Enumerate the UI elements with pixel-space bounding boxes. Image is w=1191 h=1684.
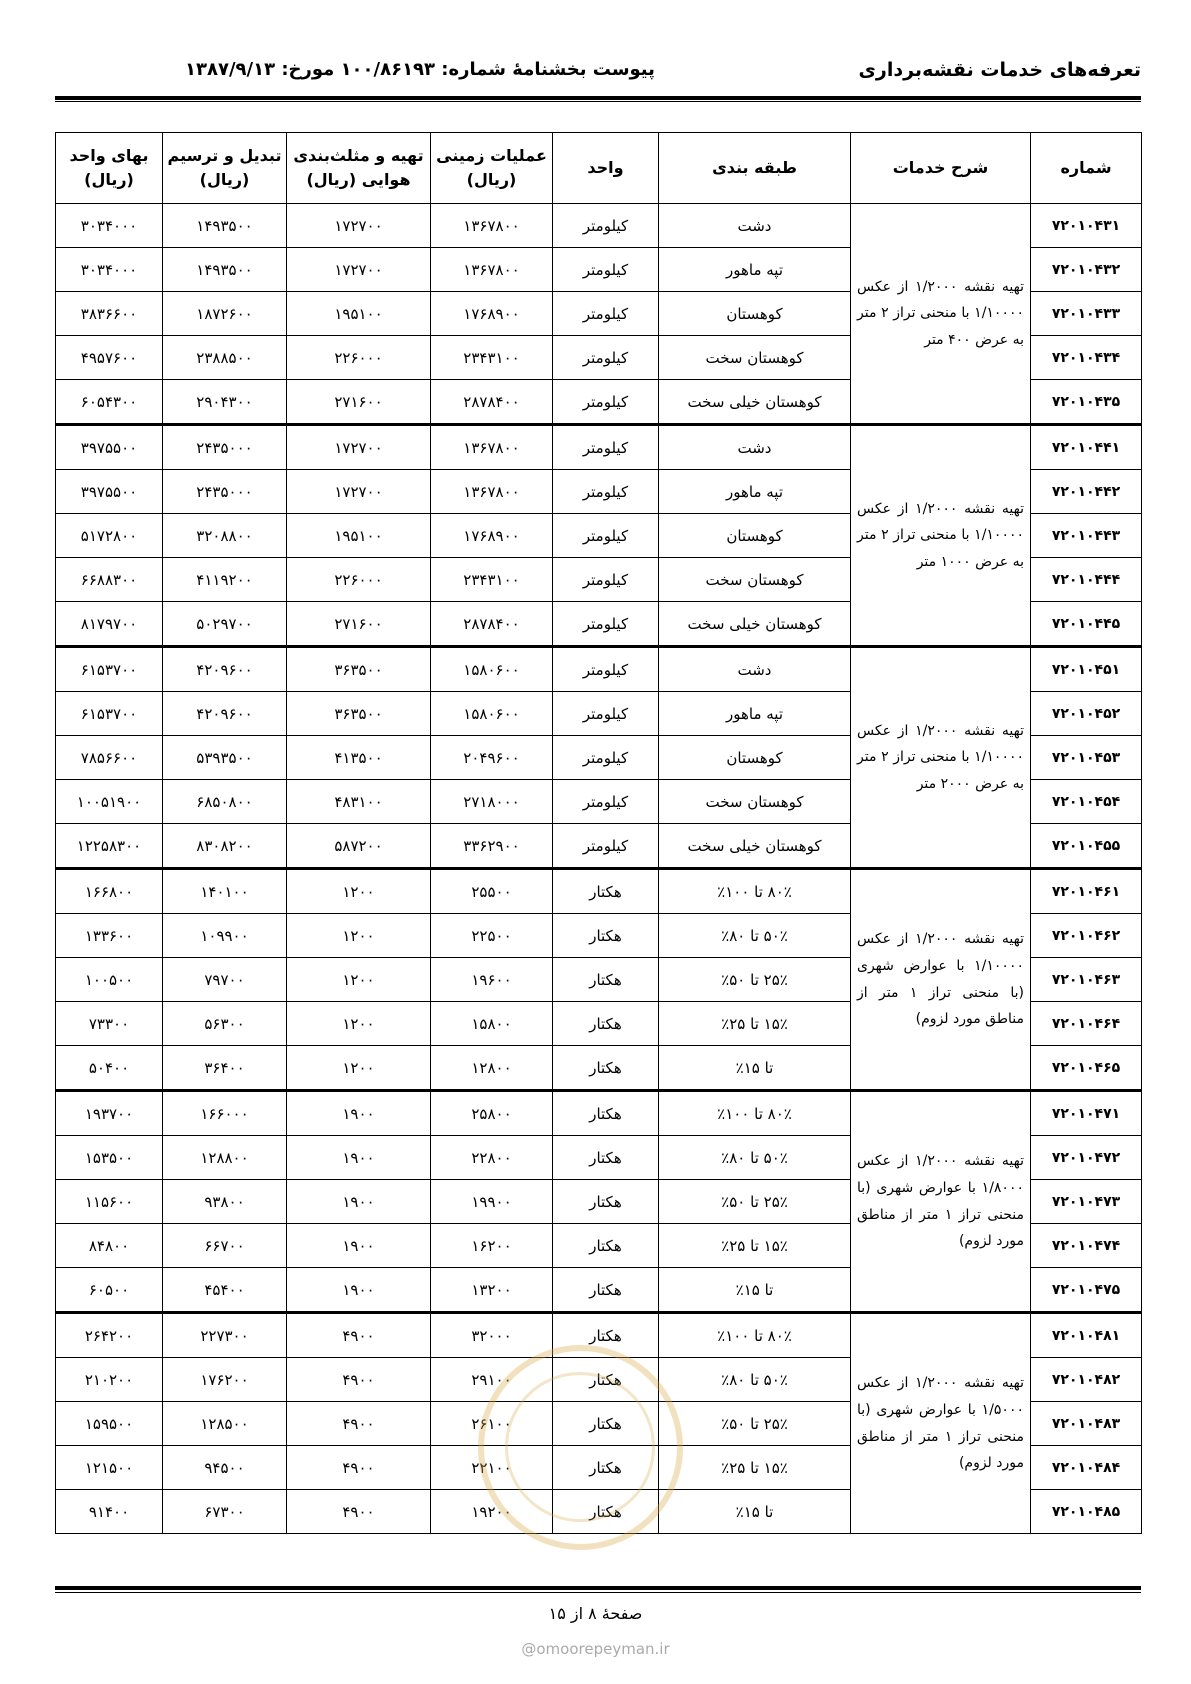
cell-class: ۱۵٪ تا ۲۵٪: [659, 1446, 851, 1490]
cell-price: ۸۴۸۰۰: [56, 1224, 163, 1268]
cell-class: تا ۱۵٪: [659, 1268, 851, 1313]
cell-unit: هکتار: [553, 1446, 659, 1490]
cell-class: دشت: [659, 425, 851, 470]
cell-price: ۱۲۱۵۰۰: [56, 1446, 163, 1490]
cell-draw: ۱۴۰۱۰۰: [163, 869, 287, 914]
cell-unit: هکتار: [553, 1402, 659, 1446]
cell-price: ۱۵۹۵۰۰: [56, 1402, 163, 1446]
cell-price: ۳۰۳۴۰۰۰: [56, 204, 163, 248]
cell-ground: ۲۷۱۸۰۰۰: [431, 780, 553, 824]
cell-ground: ۳۳۶۲۹۰۰: [431, 824, 553, 869]
cell-ground: ۱۵۸۰۰: [431, 1002, 553, 1046]
service-code: ۷۲۰۱۰۴۶۳: [1031, 958, 1142, 1002]
cell-unit: کیلومتر: [553, 204, 659, 248]
service-code: ۷۲۰۱۰۴۴۵: [1031, 602, 1142, 647]
cell-class: ۱۵٪ تا ۲۵٪: [659, 1224, 851, 1268]
cell-unit: هکتار: [553, 1268, 659, 1313]
cell-draw: ۱۰۹۹۰۰: [163, 914, 287, 958]
service-description: تهیه نقشه ۱/۲۰۰۰ از عکس ۱/۱۰۰۰۰ با عوارض شهری (با منحنی تراز ۱ متر از مناطق مورد لزوم): [851, 869, 1031, 1091]
cell-class: ۲۵٪ تا ۵۰٪: [659, 1180, 851, 1224]
cell-draw: ۶۸۵۰۸۰۰: [163, 780, 287, 824]
service-code: ۷۲۰۱۰۴۵۲: [1031, 692, 1142, 736]
service-code: ۷۲۰۱۰۴۳۲: [1031, 248, 1142, 292]
header-rule: [55, 96, 1141, 100]
cell-price: ۱۰۰۵۰۰: [56, 958, 163, 1002]
cell-aerial: ۱۲۰۰: [287, 958, 431, 1002]
cell-draw: ۱۷۶۲۰۰: [163, 1358, 287, 1402]
cell-draw: ۴۲۰۹۶۰۰: [163, 692, 287, 736]
cell-unit: کیلومتر: [553, 780, 659, 824]
cell-price: ۲۱۰۲۰۰: [56, 1358, 163, 1402]
cell-price: ۷۸۵۶۶۰۰: [56, 736, 163, 780]
cell-price: ۵۰۴۰۰: [56, 1046, 163, 1091]
cell-ground: ۱۳۲۰۰: [431, 1268, 553, 1313]
cell-price: ۵۱۷۲۸۰۰: [56, 514, 163, 558]
cell-aerial: ۴۱۳۵۰۰: [287, 736, 431, 780]
service-code: ۷۲۰۱۰۴۷۵: [1031, 1268, 1142, 1313]
cell-aerial: ۱۹۰۰: [287, 1268, 431, 1313]
cell-aerial: ۱۷۲۷۰۰: [287, 204, 431, 248]
cell-class: تپه ماهور: [659, 692, 851, 736]
column-header: واحد: [553, 133, 659, 204]
service-code: ۷۲۰۱۰۴۶۵: [1031, 1046, 1142, 1091]
cell-ground: ۲۸۷۸۴۰۰: [431, 602, 553, 647]
cell-unit: کیلومتر: [553, 514, 659, 558]
cell-ground: ۳۲۰۰۰: [431, 1313, 553, 1358]
cell-class: ۵۰٪ تا ۸۰٪: [659, 1136, 851, 1180]
cell-unit: کیلومتر: [553, 558, 659, 602]
cell-price: ۱۲۲۵۸۳۰۰: [56, 824, 163, 869]
header-rule-thin: [55, 101, 1141, 102]
service-description: تهیه نقشه ۱/۲۰۰۰ از عکس ۱/۱۰۰۰۰ با منحنی تراز ۲ متر به عرض ۴۰۰ متر: [851, 204, 1031, 425]
cell-aerial: ۴۹۰۰: [287, 1313, 431, 1358]
page-header: [55, 55, 1141, 95]
table-header-row: [56, 133, 1142, 204]
cell-draw: ۷۹۷۰۰: [163, 958, 287, 1002]
service-code: ۷۲۰۱۰۴۸۵: [1031, 1490, 1142, 1534]
cell-draw: ۴۱۱۹۲۰۰: [163, 558, 287, 602]
cell-aerial: ۱۹۰۰: [287, 1224, 431, 1268]
cell-aerial: ۱۷۲۷۰۰: [287, 425, 431, 470]
service-code: ۷۲۰۱۰۴۸۲: [1031, 1358, 1142, 1402]
cell-ground: ۲۲۱۰۰: [431, 1446, 553, 1490]
website-watermark: @omoorepeyman.ir: [521, 1640, 670, 1658]
cell-class: ۸۰٪ تا ۱۰۰٪: [659, 869, 851, 914]
cell-unit: کیلومتر: [553, 692, 659, 736]
cell-draw: ۴۲۰۹۶۰۰: [163, 647, 287, 692]
service-code: ۷۲۰۱۰۴۶۴: [1031, 1002, 1142, 1046]
cell-draw: ۱۲۸۵۰۰: [163, 1402, 287, 1446]
cell-unit: کیلومتر: [553, 470, 659, 514]
cell-aerial: ۱۲۰۰: [287, 869, 431, 914]
column-header: شرح خدمات: [851, 133, 1031, 204]
cell-draw: ۱۲۸۸۰۰: [163, 1136, 287, 1180]
cell-price: ۳۰۳۴۰۰۰: [56, 248, 163, 292]
cell-class: ۸۰٪ تا ۱۰۰٪: [659, 1313, 851, 1358]
tariff-table: [55, 132, 1142, 1534]
page-number: صفحهٔ ۸ از ۱۵: [548, 1604, 643, 1623]
service-description: تهیه نقشه ۱/۲۰۰۰ از عکس ۱/۵۰۰۰ با عوارض شهری (با منحنی تراز ۱ متر از مناطق مورد لزوم): [851, 1313, 1031, 1534]
watermark-stamp-inner: [505, 1372, 655, 1522]
service-description: تهیه نقشه ۱/۲۰۰۰ از عکس ۱/۱۰۰۰۰ با منحنی تراز ۲ متر به عرض ۱۰۰۰ متر: [851, 425, 1031, 647]
table-row: [56, 425, 1142, 470]
cell-price: ۳۸۳۶۶۰۰: [56, 292, 163, 336]
cell-unit: هکتار: [553, 914, 659, 958]
cell-draw: ۲۴۳۵۰۰۰: [163, 425, 287, 470]
cell-class: ۲۵٪ تا ۵۰٪: [659, 958, 851, 1002]
table-row: [56, 1091, 1142, 1136]
cell-class: تا ۱۵٪: [659, 1490, 851, 1534]
cell-ground: ۲۸۷۸۴۰۰: [431, 380, 553, 425]
cell-draw: ۳۲۰۸۸۰۰: [163, 514, 287, 558]
cell-class: ۵۰٪ تا ۸۰٪: [659, 914, 851, 958]
cell-class: کوهستان خیلی سخت: [659, 602, 851, 647]
cell-aerial: ۴۹۰۰: [287, 1446, 431, 1490]
cell-aerial: ۲۷۱۶۰۰: [287, 380, 431, 425]
cell-price: ۴۹۵۷۶۰۰: [56, 336, 163, 380]
cell-aerial: ۱۲۰۰: [287, 1002, 431, 1046]
service-code: ۷۲۰۱۰۴۸۱: [1031, 1313, 1142, 1358]
cell-price: ۹۱۴۰۰: [56, 1490, 163, 1534]
service-code: ۷۲۰۱۰۴۳۳: [1031, 292, 1142, 336]
column-header: عملیات زمینی (ریال): [431, 133, 553, 204]
service-code: ۷۲۰۱۰۴۵۱: [1031, 647, 1142, 692]
cell-aerial: ۱۲۰۰: [287, 1046, 431, 1091]
cell-aerial: ۱۷۲۷۰۰: [287, 248, 431, 292]
cell-ground: ۱۵۸۰۶۰۰: [431, 647, 553, 692]
cell-draw: ۱۴۹۳۵۰۰: [163, 248, 287, 292]
cell-price: ۱۱۵۶۰۰: [56, 1180, 163, 1224]
cell-unit: هکتار: [553, 1002, 659, 1046]
cell-ground: ۱۷۶۸۹۰۰: [431, 292, 553, 336]
cell-price: ۱۶۶۸۰۰: [56, 869, 163, 914]
cell-unit: هکتار: [553, 1490, 659, 1534]
cell-aerial: ۴۹۰۰: [287, 1490, 431, 1534]
cell-price: ۶۰۵۰۰: [56, 1268, 163, 1313]
cell-aerial: ۱۹۵۱۰۰: [287, 292, 431, 336]
cell-draw: ۱۴۹۳۵۰۰: [163, 204, 287, 248]
cell-aerial: ۱۹۰۰: [287, 1136, 431, 1180]
cell-ground: ۲۵۸۰۰: [431, 1091, 553, 1136]
cell-draw: ۳۶۴۰۰: [163, 1046, 287, 1091]
service-code: ۷۲۰۱۰۴۷۴: [1031, 1224, 1142, 1268]
cell-unit: کیلومتر: [553, 336, 659, 380]
service-code: ۷۲۰۱۰۴۵۴: [1031, 780, 1142, 824]
cell-price: ۳۹۷۵۵۰۰: [56, 470, 163, 514]
cell-draw: ۵۶۳۰۰: [163, 1002, 287, 1046]
cell-unit: هکتار: [553, 1358, 659, 1402]
cell-aerial: ۱۹۰۰: [287, 1180, 431, 1224]
column-header: طبقه بندی: [659, 133, 851, 204]
cell-draw: ۱۸۷۲۶۰۰: [163, 292, 287, 336]
cell-class: تا ۱۵٪: [659, 1046, 851, 1091]
service-code: ۷۲۰۱۰۴۸۳: [1031, 1402, 1142, 1446]
cell-class: کوهستان: [659, 292, 851, 336]
cell-aerial: ۲۲۶۰۰۰: [287, 336, 431, 380]
cell-ground: ۱۹۲۰۰: [431, 1490, 553, 1534]
cell-unit: هکتار: [553, 1046, 659, 1091]
cell-price: ۱۵۳۵۰۰: [56, 1136, 163, 1180]
service-code: ۷۲۰۱۰۴۴۴: [1031, 558, 1142, 602]
service-code: ۷۲۰۱۰۴۷۱: [1031, 1091, 1142, 1136]
cell-price: ۱۰۰۵۱۹۰۰: [56, 780, 163, 824]
cell-draw: ۱۶۶۰۰۰: [163, 1091, 287, 1136]
cell-unit: کیلومتر: [553, 602, 659, 647]
cell-aerial: ۲۷۱۶۰۰: [287, 602, 431, 647]
service-code: ۷۲۰۱۰۴۵۳: [1031, 736, 1142, 780]
cell-ground: ۲۰۴۹۶۰۰: [431, 736, 553, 780]
cell-class: تپه ماهور: [659, 248, 851, 292]
cell-draw: ۲۲۷۳۰۰: [163, 1313, 287, 1358]
cell-class: دشت: [659, 647, 851, 692]
cell-unit: کیلومتر: [553, 647, 659, 692]
table-row: [56, 647, 1142, 692]
cell-draw: ۶۶۷۰۰: [163, 1224, 287, 1268]
cell-draw: ۲۳۸۸۵۰۰: [163, 336, 287, 380]
cell-class: کوهستان خیلی سخت: [659, 824, 851, 869]
cell-ground: ۱۲۸۰۰: [431, 1046, 553, 1091]
cell-aerial: ۳۶۳۵۰۰: [287, 647, 431, 692]
service-code: ۷۲۰۱۰۴۴۱: [1031, 425, 1142, 470]
cell-unit: کیلومتر: [553, 248, 659, 292]
footer-rule-thin: [55, 1592, 1141, 1593]
cell-ground: ۲۶۱۰۰: [431, 1402, 553, 1446]
cell-ground: ۲۹۱۰۰: [431, 1358, 553, 1402]
cell-class: ۸۰٪ تا ۱۰۰٪: [659, 1091, 851, 1136]
cell-unit: کیلومتر: [553, 736, 659, 780]
cell-ground: ۱۳۶۷۸۰۰: [431, 204, 553, 248]
cell-draw: ۸۳۰۸۲۰۰: [163, 824, 287, 869]
cell-price: ۱۳۳۶۰۰: [56, 914, 163, 958]
cell-class: ۵۰٪ تا ۸۰٪: [659, 1358, 851, 1402]
cell-aerial: ۴۹۰۰: [287, 1358, 431, 1402]
cell-price: ۶۰۵۴۳۰۰: [56, 380, 163, 425]
cell-class: تپه ماهور: [659, 470, 851, 514]
cell-ground: ۱۳۶۷۸۰۰: [431, 248, 553, 292]
cell-unit: هکتار: [553, 1091, 659, 1136]
cell-ground: ۱۳۶۷۸۰۰: [431, 470, 553, 514]
cell-unit: هکتار: [553, 1313, 659, 1358]
cell-ground: ۲۳۴۳۱۰۰: [431, 558, 553, 602]
footer-rule: [55, 1586, 1141, 1590]
cell-unit: هکتار: [553, 1180, 659, 1224]
cell-draw: ۴۵۴۰۰: [163, 1268, 287, 1313]
table-row: [56, 204, 1142, 248]
service-code: ۷۲۰۱۰۴۶۲: [1031, 914, 1142, 958]
cell-aerial: ۱۹۵۱۰۰: [287, 514, 431, 558]
cell-aerial: ۱۷۲۷۰۰: [287, 470, 431, 514]
column-header: تبدیل و ترسیم (ریال): [163, 133, 287, 204]
service-code: ۷۲۰۱۰۴۳۱: [1031, 204, 1142, 248]
cell-unit: کیلومتر: [553, 824, 659, 869]
service-code: ۷۲۰۱۰۴۶۱: [1031, 869, 1142, 914]
service-code: ۷۲۰۱۰۴۷۲: [1031, 1136, 1142, 1180]
cell-aerial: ۲۲۶۰۰۰: [287, 558, 431, 602]
cell-draw: ۵۳۹۳۵۰۰: [163, 736, 287, 780]
cell-draw: ۶۷۳۰۰: [163, 1490, 287, 1534]
cell-unit: کیلومتر: [553, 425, 659, 470]
cell-draw: ۹۴۵۰۰: [163, 1446, 287, 1490]
cell-class: ۱۵٪ تا ۲۵٪: [659, 1002, 851, 1046]
cell-unit: هکتار: [553, 1136, 659, 1180]
cell-ground: ۱۹۹۰۰: [431, 1180, 553, 1224]
service-code: ۷۲۰۱۰۴۴۲: [1031, 470, 1142, 514]
cell-unit: کیلومتر: [553, 292, 659, 336]
cell-class: کوهستان: [659, 736, 851, 780]
cell-aerial: ۴۹۰۰: [287, 1402, 431, 1446]
cell-class: کوهستان سخت: [659, 558, 851, 602]
cell-ground: ۲۳۴۳۱۰۰: [431, 336, 553, 380]
cell-class: کوهستان: [659, 514, 851, 558]
cell-class: دشت: [659, 204, 851, 248]
cell-price: ۱۹۳۷۰۰: [56, 1091, 163, 1136]
service-description: تهیه نقشه ۱/۲۰۰۰ از عکس ۱/۱۰۰۰۰ با منحنی تراز ۲ متر به عرض ۲۰۰۰ متر: [851, 647, 1031, 869]
cell-unit: هکتار: [553, 869, 659, 914]
cell-price: ۶۱۵۳۷۰۰: [56, 692, 163, 736]
column-header: تهیه و مثلث‌بندی هوایی (ریال): [287, 133, 431, 204]
service-code: ۷۲۰۱۰۴۷۳: [1031, 1180, 1142, 1224]
service-code: ۷۲۰۱۰۴۸۴: [1031, 1446, 1142, 1490]
cell-unit: هکتار: [553, 1224, 659, 1268]
cell-aerial: ۳۶۳۵۰۰: [287, 692, 431, 736]
cell-price: ۷۳۳۰۰: [56, 1002, 163, 1046]
column-header: شماره: [1031, 133, 1142, 204]
cell-price: ۳۹۷۵۵۰۰: [56, 425, 163, 470]
cell-aerial: ۵۸۷۲۰۰: [287, 824, 431, 869]
service-code: ۷۲۰۱۰۴۳۵: [1031, 380, 1142, 425]
service-code: ۷۲۰۱۰۴۴۳: [1031, 514, 1142, 558]
cell-class: ۲۵٪ تا ۵۰٪: [659, 1402, 851, 1446]
table-row: [56, 869, 1142, 914]
cell-ground: ۱۹۶۰۰: [431, 958, 553, 1002]
cell-draw: ۲۴۳۵۰۰۰: [163, 470, 287, 514]
service-code: ۷۲۰۱۰۴۳۴: [1031, 336, 1142, 380]
cell-class: کوهستان خیلی سخت: [659, 380, 851, 425]
service-description: تهیه نقشه ۱/۲۰۰۰ از عکس ۱/۸۰۰۰ با عوارض شهری (با منحنی تراز ۱ متر از مناطق مورد لزوم): [851, 1091, 1031, 1313]
cell-ground: ۱۶۲۰۰: [431, 1224, 553, 1268]
cell-aerial: ۱۹۰۰: [287, 1091, 431, 1136]
cell-aerial: ۴۸۳۱۰۰: [287, 780, 431, 824]
cell-ground: ۲۲۸۰۰: [431, 1136, 553, 1180]
cell-price: ۶۶۸۸۳۰۰: [56, 558, 163, 602]
cell-ground: ۲۵۵۰۰: [431, 869, 553, 914]
cell-ground: ۱۵۸۰۶۰۰: [431, 692, 553, 736]
cell-ground: ۲۲۵۰۰: [431, 914, 553, 958]
cell-draw: ۲۹۰۴۳۰۰: [163, 380, 287, 425]
circular-reference: پیوست بخشنامهٔ شماره: ۱۰۰/۸۶۱۹۳ مورخ: ۱۳۸۷/۹/۱۳: [185, 59, 655, 80]
cell-price: ۸۱۷۹۷۰۰: [56, 602, 163, 647]
cell-aerial: ۱۲۰۰: [287, 914, 431, 958]
cell-price: ۶۱۵۳۷۰۰: [56, 647, 163, 692]
cell-ground: ۱۷۶۸۹۰۰: [431, 514, 553, 558]
cell-class: کوهستان سخت: [659, 780, 851, 824]
column-header: بهای واحد (ریال): [56, 133, 163, 204]
cell-ground: ۱۳۶۷۸۰۰: [431, 425, 553, 470]
cell-draw: ۵۰۲۹۷۰۰: [163, 602, 287, 647]
cell-draw: ۹۳۸۰۰: [163, 1180, 287, 1224]
document-title: تعرفه‌های خدمات نقشه‌برداری: [858, 59, 1141, 81]
cell-class: کوهستان سخت: [659, 336, 851, 380]
cell-price: ۲۶۴۲۰۰: [56, 1313, 163, 1358]
service-code: ۷۲۰۱۰۴۵۵: [1031, 824, 1142, 869]
tariff-table-body: [56, 204, 1142, 1534]
cell-unit: کیلومتر: [553, 380, 659, 425]
cell-unit: هکتار: [553, 958, 659, 1002]
